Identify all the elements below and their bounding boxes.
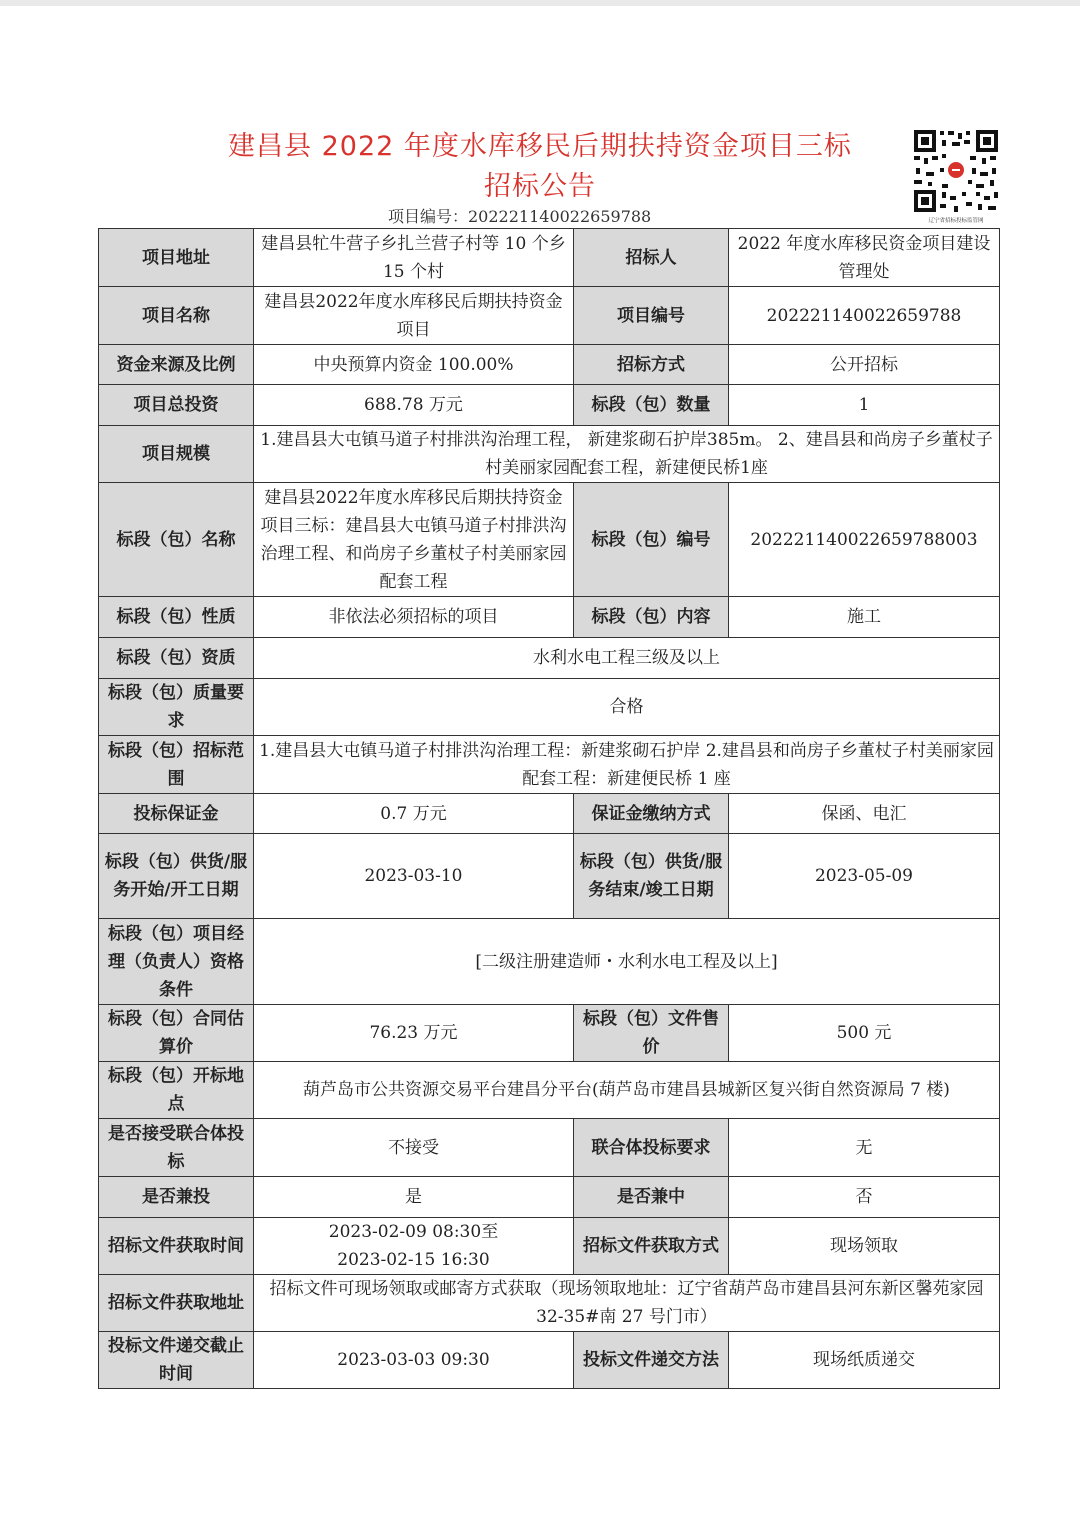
value-submission-method: 现场纸质递交 [729, 1332, 1000, 1389]
table-row [99, 287, 1000, 345]
value-document-price: 500 元 [729, 1005, 1000, 1062]
document-subtitle: 招标公告 [484, 171, 596, 202]
table-row [99, 426, 1000, 483]
value-bid-opening-place: 葫芦岛市公共资源交易平台建昌分平台(葫芦岛市建昌县城新区复兴街自然资源局 7 楼) [254, 1062, 1000, 1119]
document-title: 建昌县 2022 年度水库移民后期扶持资金项目三标 [228, 131, 852, 162]
label-lot-number: 标段（包）编号 [574, 483, 729, 597]
label-project-address: 项目地址 [99, 229, 254, 287]
label-doc-obtain-address: 招标文件获取地址 [99, 1275, 254, 1332]
label-multi-win: 是否兼中 [574, 1177, 729, 1218]
label-lot-qualification: 标段（包）资质 [99, 638, 254, 679]
label-bid-bond: 投标保证金 [99, 794, 254, 834]
value-quality-requirement: 合格 [254, 679, 1000, 736]
qr-code-icon [912, 128, 1000, 224]
table-row [99, 1005, 1000, 1062]
label-lot-count: 标段（包）数量 [574, 385, 729, 426]
value-manager-qualification: [二级注册建造师・水利水电工程及以上] [254, 919, 1000, 1005]
table-row [99, 597, 1000, 638]
value-lot-count: 1 [729, 385, 1000, 426]
label-start-date: 标段（包）供货/服务开始/开工日期 [99, 834, 254, 919]
label-total-investment: 项目总投资 [99, 385, 254, 426]
value-project-address: 建昌县牤牛营子乡扎兰营子村等 10 个乡 15 个村 [254, 229, 574, 287]
value-consortium-accepted: 不接受 [254, 1119, 574, 1177]
value-submission-deadline: 2023-03-03 09:30 [254, 1332, 574, 1389]
value-lot-content: 施工 [729, 597, 1000, 638]
label-fund-source: 资金来源及比例 [99, 345, 254, 385]
table-row [99, 229, 1000, 287]
label-document-price: 标段（包）文件售价 [574, 1005, 729, 1062]
value-project-scale: 1.建昌县大屯镇马道子村排洪沟治理工程， 新建浆砌石护岸385m。 2、建昌县和尚房子乡董杖子村美丽家园配套工程，新建便民桥1座 [254, 426, 1000, 483]
value-fund-source: 中央预算内资金 100.00% [254, 345, 574, 385]
table-row [99, 385, 1000, 426]
label-bond-payment: 保证金缴纳方式 [574, 794, 729, 834]
label-submission-method: 投标文件递交方法 [574, 1332, 729, 1389]
value-lot-name: 建昌县2022年度水库移民后期扶持资金项目三标：建昌县大屯镇马道子村排洪沟治理工程、和尚房子乡董杖子村美丽家园配套工程 [254, 483, 574, 597]
value-tender-scope: 1.建昌县大屯镇马道子村排洪沟治理工程：新建浆砌石护岸 2.建昌县和尚房子乡董杖子村美丽家园配套工程：新建便民桥 1 座 [254, 736, 1000, 794]
table-row [99, 1062, 1000, 1119]
label-contract-estimate: 标段（包）合同估算价 [99, 1005, 254, 1062]
table-row [99, 345, 1000, 385]
table-row [99, 1177, 1000, 1218]
label-consortium-accepted: 是否接受联合体投标 [99, 1119, 254, 1177]
value-multi-bid: 是 [254, 1177, 574, 1218]
value-total-investment: 688.78 万元 [254, 385, 574, 426]
label-quality-requirement: 标段（包）质量要求 [99, 679, 254, 736]
label-bid-opening-place: 标段（包）开标地点 [99, 1062, 254, 1119]
value-lot-nature: 非依法必须招标的项目 [254, 597, 574, 638]
label-submission-deadline: 投标文件递交截止时间 [99, 1332, 254, 1389]
value-lot-qualification: 水利水电工程三级及以上 [254, 638, 1000, 679]
table-row [99, 679, 1000, 736]
table-row [99, 1218, 1000, 1275]
label-tender-method: 招标方式 [574, 345, 729, 385]
value-lot-number: 202221140022659788003 [729, 483, 1000, 597]
label-multi-bid: 是否兼投 [99, 1177, 254, 1218]
value-project-name: 建昌县2022年度水库移民后期扶持资金项目 [254, 287, 574, 345]
doc-obtain-start: 2023-02-09 08:30至 [328, 1222, 499, 1242]
label-manager-qualification: 标段（包）项目经理（负责人）资格条件 [99, 919, 254, 1005]
doc-obtain-end: 2023-02-15 16:30 [337, 1250, 490, 1270]
table-row [99, 483, 1000, 597]
table-row [99, 1119, 1000, 1177]
table-row [99, 1275, 1000, 1332]
table-row [99, 834, 1000, 919]
table-row [99, 638, 1000, 679]
qr-caption: 辽宁省招标投标监管网 [928, 218, 984, 224]
label-doc-obtain-method: 招标文件获取方式 [574, 1218, 729, 1275]
value-consortium-requirement: 无 [729, 1119, 1000, 1177]
label-project-number: 项目编号 [574, 287, 729, 345]
value-doc-obtain-time [254, 1218, 574, 1275]
table-row [99, 1332, 1000, 1389]
value-bond-payment: 保函、电汇 [729, 794, 1000, 834]
label-lot-nature: 标段（包）性质 [99, 597, 254, 638]
label-lot-name: 标段（包）名称 [99, 483, 254, 597]
table-row [99, 736, 1000, 794]
value-project-number: 202221140022659788 [729, 287, 1000, 345]
label-end-date: 标段（包）供货/服务结束/竣工日期 [574, 834, 729, 919]
notice-table [98, 228, 1000, 1389]
project-number-line: 项目编号：202221140022659788 [388, 207, 652, 226]
value-contract-estimate: 76.23 万元 [254, 1005, 574, 1062]
label-project-scale: 项目规模 [99, 426, 254, 483]
top-bar [0, 0, 1080, 6]
label-consortium-requirement: 联合体投标要求 [574, 1119, 729, 1177]
value-tender-method: 公开招标 [729, 345, 1000, 385]
label-lot-content: 标段（包）内容 [574, 597, 729, 638]
value-bid-bond: 0.7 万元 [254, 794, 574, 834]
label-tender-scope: 标段（包）招标范围 [99, 736, 254, 794]
label-tenderer: 招标人 [574, 229, 729, 287]
value-multi-win: 否 [729, 1177, 1000, 1218]
value-end-date: 2023-05-09 [729, 834, 1000, 919]
value-tenderer: 2022 年度水库移民资金项目建设管理处 [729, 229, 1000, 287]
label-project-name: 项目名称 [99, 287, 254, 345]
table-row [99, 794, 1000, 834]
value-doc-obtain-method: 现场领取 [729, 1218, 1000, 1275]
value-start-date: 2023-03-10 [254, 834, 574, 919]
label-doc-obtain-time: 招标文件获取时间 [99, 1218, 254, 1275]
value-doc-obtain-address: 招标文件可现场领取或邮寄方式获取（现场领取地址：辽宁省葫芦岛市建昌县河东新区馨苑家园 32-35#南 27 号门市） [254, 1275, 1000, 1332]
table-row [99, 919, 1000, 1005]
